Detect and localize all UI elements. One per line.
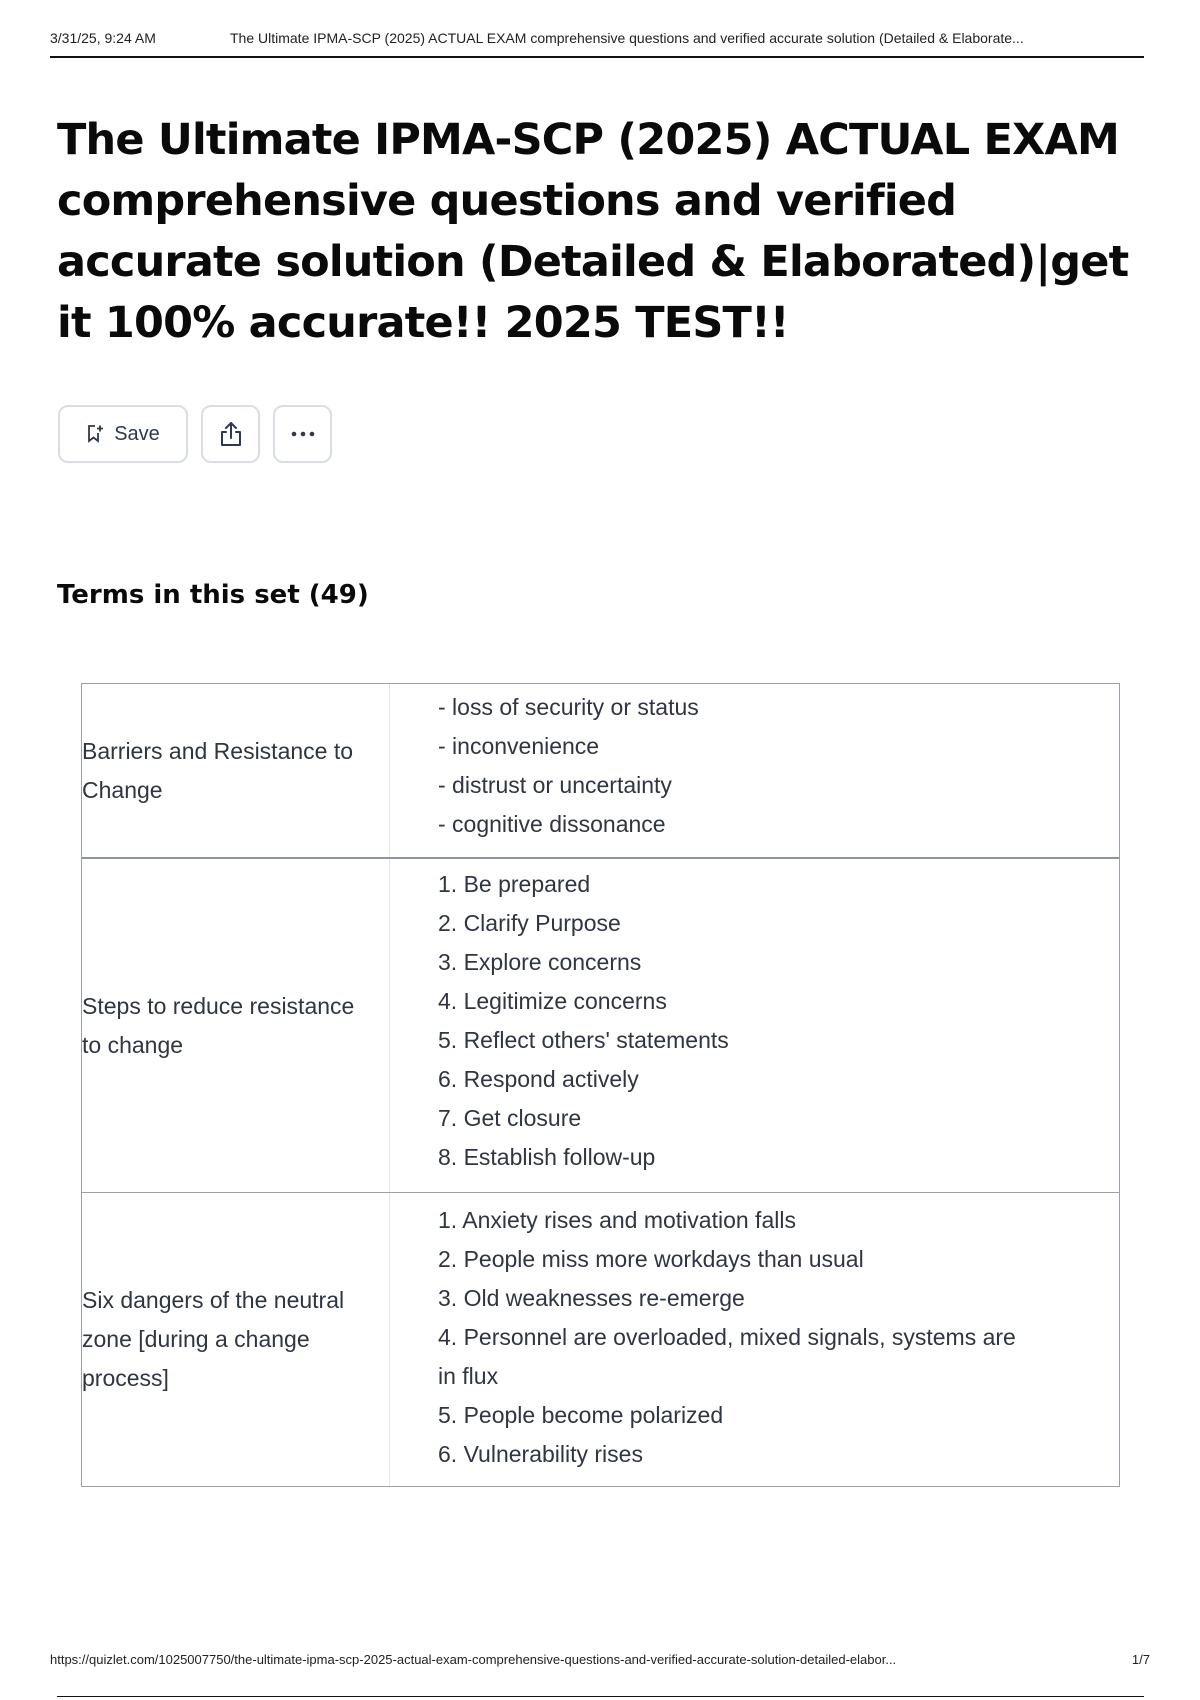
print-url: https://quizlet.com/1025007750/the-ultimate-ipma-scp-2025-actual-exam-comprehensive-questions-and-verified-accurate-solution-detailed-elabor...	[50, 1652, 897, 1667]
definition-line: 2. People miss more workdays than usual	[438, 1246, 864, 1272]
term-row	[82, 857, 1119, 1192]
terms-table	[81, 683, 1120, 1487]
definition-cell	[390, 1193, 1119, 1486]
term-row	[82, 684, 1119, 857]
terms-heading: Terms in this set (49)	[57, 580, 369, 610]
definition-line: - distrust or uncertainty	[438, 772, 672, 798]
definition-line: 6. Respond actively	[438, 1066, 639, 1092]
definition-line: 5. People become polarized	[438, 1402, 724, 1428]
definition-line: 1. Be prepared	[438, 871, 591, 897]
definition-line: 5. Reflect others' statements	[438, 1027, 729, 1053]
definition-line: 2. Clarify Purpose	[438, 910, 621, 936]
definition-line: 3. Old weaknesses re-emerge	[438, 1285, 745, 1311]
term-row	[82, 1192, 1119, 1486]
footer-divider	[57, 1696, 1144, 1697]
definition-line: - cognitive dissonance	[438, 811, 666, 837]
definition-line: 1. Anxiety rises and motivation falls	[438, 1207, 796, 1233]
term-cell: Steps to reduce resistance to change	[82, 859, 390, 1192]
print-header	[50, 30, 1144, 58]
definition-line: 8. Establish follow-up	[438, 1144, 656, 1170]
definition-line: - loss of security or status	[438, 694, 699, 720]
definition-line: 7. Get closure	[438, 1105, 582, 1131]
definition-line: - inconvenience	[438, 733, 600, 759]
print-date: 3/31/25, 9:24 AM	[50, 30, 156, 46]
more-horizontal-icon	[289, 430, 317, 438]
bookmark-add-icon	[86, 424, 104, 444]
action-bar	[58, 405, 332, 463]
page-title: The Ultimate IPMA-SCP (2025) ACTUAL EXAM comprehensive questions and verified accurate solution (Detailed & Elaborated)|get it 100% accurate!! 2025 TEST!!	[57, 115, 1129, 348]
definition-line: 4. Personnel are overloaded, mixed signals, systems are in flux	[438, 1324, 1016, 1389]
share-button[interactable]	[201, 405, 260, 463]
definition-line: 6. Vulnerability rises	[438, 1441, 643, 1467]
save-label: Save	[114, 422, 160, 445]
print-doc-title: The Ultimate IPMA-SCP (2025) ACTUAL EXAM comprehensive questions and verified accurate solution (Detailed & Elaborate...	[230, 30, 1024, 46]
term-cell: Six dangers of the neutral zone [during a change process]	[82, 1193, 390, 1486]
definition-cell	[390, 859, 1119, 1192]
definition-line: 4. Legitimize concerns	[438, 988, 667, 1014]
page-number: 1/7	[1131, 1652, 1150, 1667]
share-icon	[218, 420, 244, 448]
definition-line: 3. Explore concerns	[438, 949, 642, 975]
definition-cell	[390, 684, 1119, 857]
term-cell: Barriers and Resistance to Change	[82, 684, 390, 857]
save-button[interactable]	[58, 405, 188, 463]
more-options-button[interactable]	[273, 405, 332, 463]
